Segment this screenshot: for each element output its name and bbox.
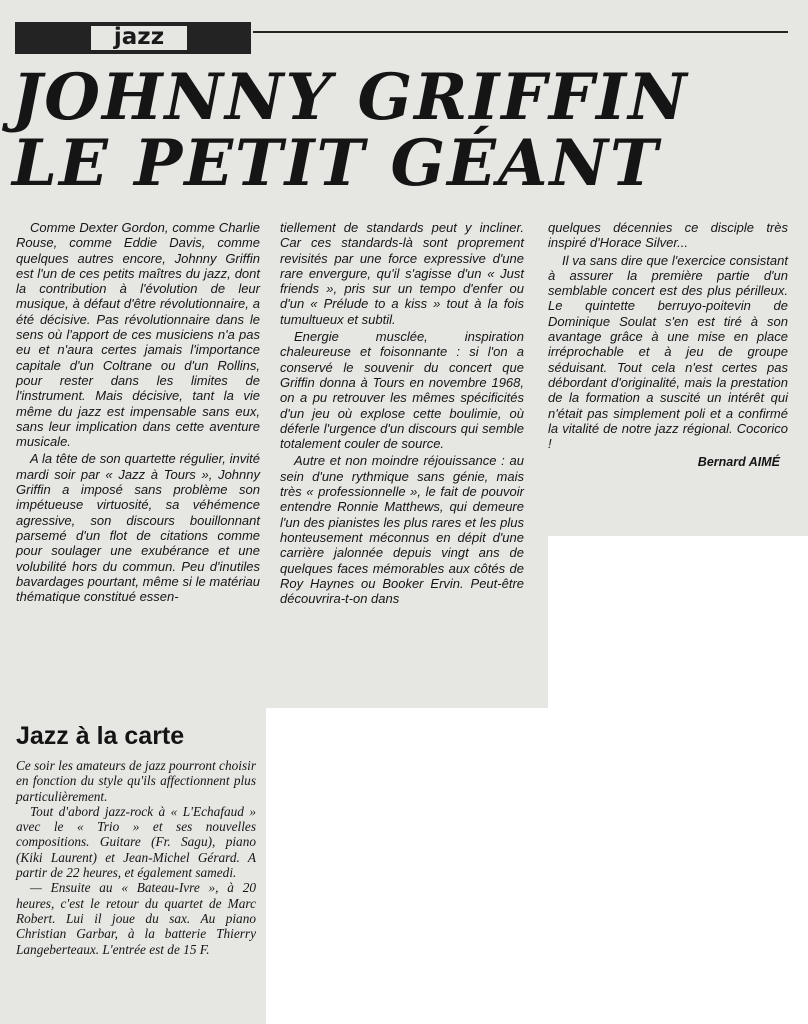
headline-line-2: LE PETIT GÉANT xyxy=(12,126,660,201)
sidebar-paragraph: — Ensuite au « Bateau-Ivre », à 20 heures, c'est le retour du quartet de Marc Robert. Lui il joue du sax. Au piano Christian Garbar, à la batterie Thierry Langeberteaux. L'entrée est de 15 F. xyxy=(16,880,256,957)
article-paragraph: Comme Dexter Gordon, comme Charlie Rouse, comme Eddie Davis, comme quelques autres encore, Johnny Griffin est l'un de ces petits maîtres du jazz, dont la contribution à l'évolution de leur musique, à défaut d'être révolutionnaire, a été décisive. Pas révolutionnaire dans le sens où l'apport de ces musiciens n'a pas eu et n'aura certes jamais l'importance capitale d'un Coltrane ou d'un Rollins, pour rester dans les limites de l'instrument. Mais décisive, tant la vie même du jazz est impensable sans eux, sans leur implication dans cette aventure musicale. xyxy=(16,220,260,450)
sidebar-body xyxy=(16,758,256,957)
article-paragraph: A la tête de son quartette régulier, invité mardi soir par « Jazz à Tours », Johnny Griffin a imposé sans problème son impétueuse virtuosité, sa véhémence agressive, son discours bouillonnant parsemé d'un flot de citations comme pour soulager une exubérance et une volubilité hors du commun. Peu d'inutiles bavardages pourtant, même si le matériau thématique constitué essen- xyxy=(16,451,260,605)
rubric-label-box xyxy=(91,26,187,50)
sidebar-paragraph: Ce soir les amateurs de jazz pourront choisir en fonction du style qu'ils affectionnent plus particulièrement. xyxy=(16,758,256,804)
article-column-1 xyxy=(16,220,260,606)
rubric-rule xyxy=(253,31,788,33)
article-paragraph: quelques décennies ce disciple très inspiré d'Horace Silver... xyxy=(548,220,788,251)
rubric-bar xyxy=(15,22,251,54)
article-paragraph: Energie musclée, inspiration chaleureuse et foisonnante : si l'on a conservé le souvenir du concert que Griffin donna à Tours en novembre 1968, on a pu retrouver les mêmes spécificités d'un jeu où explose cette boulimie, où déferle l'urgence d'un discours qui semble totalement couler de source. xyxy=(280,329,524,452)
rubric-label: jazz xyxy=(113,24,165,50)
sidebar-title: Jazz à la carte xyxy=(16,722,185,750)
article-paragraph: Il va sans dire que l'exercice consistant à assurer la première partie d'un semblable concert est des plus périlleux. Le quintette berruyo-poitevin de Dominique Soulat s'en est tiré à son avantage grâce à une mise en place irréprochable et à jeu de groupe séduisant. Tout cela n'est certes pas débordant d'originalité, mais la prestation de la formation a suscité un intérêt qui n'était pas simplement poli et a confirmé la vitalité de notre jazz régional. Cocorico ! xyxy=(548,252,788,452)
article-column-2 xyxy=(280,220,524,608)
byline: Bernard AIMÉ xyxy=(697,455,780,470)
sidebar-paragraph: Tout d'abord jazz-rock à « L'Echafaud » avec le « Trio » et ses nouvelles compositions. Guitare (Fr. Sagu), piano (Kiki Laurent) et Jean-Michel Gérard. A partir de 22 heures, et également samedi. xyxy=(16,803,256,881)
article-column-3 xyxy=(548,220,788,471)
article-paragraph: tiellement de standards peut y incliner. Car ces standards-là sont proprement revisités par une force expressive d'une rare envergure, qu'il s'agisse d'un « Just friends », pris sur un tempo d'enfer ou d'un « Prélude to a kiss » tout à la fois tumultueux et subtil. xyxy=(280,220,524,327)
headline-line-1: JOHNNY GRIFFIN xyxy=(12,60,689,135)
article-paragraph: Autre et non moindre réjouissance : au sein d'une rythmique sans génie, mais très « professionnelle », le fait de pouvoir entendre Ronnie Matthews, qui demeure l'un des pianistes les plus rares et les plus honteusement méconnus en dépit d'une carrière jalonnée depuis vingt ans de quelques faces mémorables aux côtés de Roy Haynes ou Booker Ervin. Peut-être découvrira-t-on dans xyxy=(280,453,524,607)
